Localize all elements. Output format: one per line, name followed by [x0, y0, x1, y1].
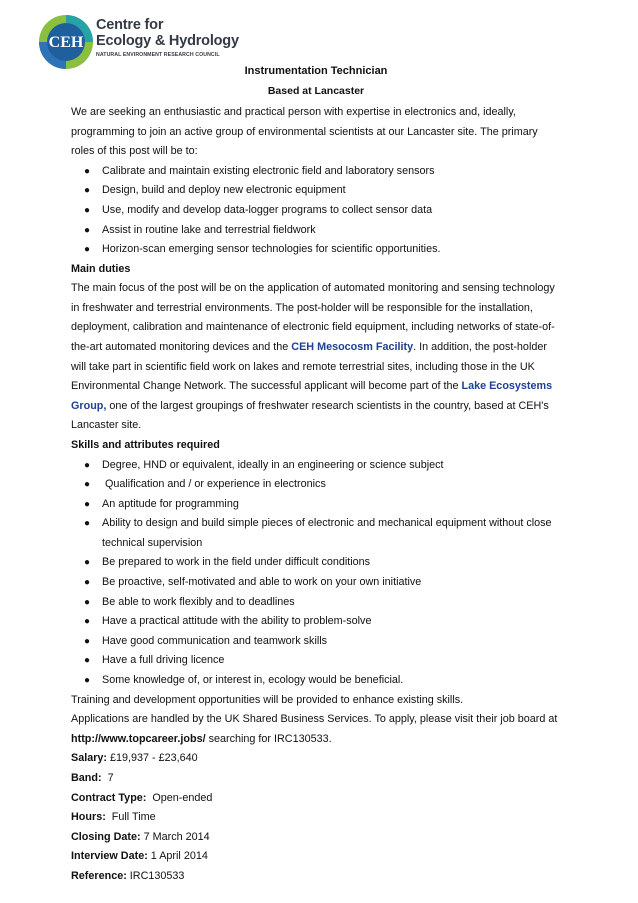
lake-ecosystems-group-link[interactable]: Lake Ecosystems Group, — [71, 380, 553, 412]
bullet-icon: ● — [84, 518, 91, 530]
topcareer-link[interactable]: http://www.topcareer.jobs/ — [71, 732, 206, 745]
logo-line-3: NATURAL ENVIRONMENT RESEARCH COUNCIL — [96, 52, 220, 58]
roles-list — [71, 162, 561, 260]
bullet-icon: ● — [84, 224, 91, 236]
logo-line-1: Centre for — [96, 17, 164, 33]
bullet-icon: ● — [84, 596, 91, 608]
list-item: ● Qualification and / or experience in electronics — [71, 475, 561, 495]
hours-field: Hours: Full Time — [71, 811, 156, 824]
list-item: ● Design, build and deploy new electronic equipment — [71, 181, 561, 201]
main-duties-heading: Main duties — [71, 262, 131, 275]
list-item: ● Ability to design and build simple pieces of electronic and mechanical equipment without close technical supervision — [71, 514, 561, 553]
main-duties-paragraph: The main focus of the post will be on the application of automated monitoring and sensing technology in freshwater and terrestrial environments. The post-holder will be responsible for the installation, deployment, calibration and maintenance of electronic field equipment, including networks of state-of-the-art automated monitoring devices and the CEH Mesocosm Facility. In addition, the post-holder will take part in scientific field work on lakes and remote terrestrial sites, including those in the UK Environmental Change Network. The successful applicant will become part of the Lake Ecosystems Group, one of the largest groupings of freshwater research scientists in the country, based at CEH's Lancaster site. — [71, 282, 555, 432]
bullet-icon: ● — [84, 165, 91, 177]
bullet-icon: ● — [84, 185, 91, 197]
logo-line-2: Ecology & Hydrology — [96, 33, 239, 49]
training-paragraph: Training and development opportunities will be provided to enhance existing skills. — [71, 693, 464, 706]
list-item: ● Degree, HND or equivalent, ideally in an engineering or science subject — [71, 456, 561, 476]
skills-heading: Skills and attributes required — [71, 439, 220, 451]
bullet-icon: ● — [84, 204, 91, 216]
reference-field: Reference: IRC130533 — [71, 869, 185, 882]
salary-field: Salary: £19,937 - £23,640 — [71, 752, 198, 765]
mesocosm-facility-link[interactable]: CEH Mesocosm Facility — [291, 341, 414, 354]
document-body — [71, 64, 561, 887]
logo-wordmark — [96, 17, 239, 58]
ceh-badge-icon — [38, 14, 94, 70]
interview-date-field: Interview Date: 1 April 2014 — [71, 850, 208, 863]
closing-date-field: Closing Date: 7 March 2014 — [71, 830, 210, 843]
list-item: ● An aptitude for programming — [71, 495, 561, 515]
list-item: ● Have good communication and teamwork skills — [71, 632, 561, 652]
bullet-icon: ● — [84, 616, 91, 628]
svg-text:CEH: CEH — [48, 34, 84, 51]
bullet-icon: ● — [84, 675, 91, 687]
list-item: ● Some knowledge of, or interest in, ecology would be beneficial. — [71, 671, 561, 691]
band-field: Band: 7 — [71, 772, 114, 784]
list-item: ● Calibrate and maintain existing electronic field and laboratory sensors — [71, 162, 561, 182]
bullet-icon: ● — [84, 498, 91, 510]
ceh-logo — [38, 14, 258, 70]
list-item: ● Use, modify and develop data-logger programs to collect sensor data — [71, 201, 561, 221]
bullet-icon: ● — [84, 655, 91, 667]
bullet-icon: ● — [84, 557, 91, 569]
intro-paragraph: We are seeking an enthusiastic and practical person with expertise in electronics and, ideally, programming to join an active group of environmental scientists at our Lancaster site. The primary roles of this post will be to: — [71, 106, 538, 158]
page-subtitle: Based at Lancaster — [267, 85, 365, 97]
apply-paragraph: Applications are handled by the UK Shared Business Services. To apply, please visit their job board at http://www.topcareer.jobs/ searching for IRC130533. — [71, 713, 558, 745]
list-item: ● Assist in routine lake and terrestrial fieldwork — [71, 221, 561, 241]
list-item: ● Be proactive, self-motivated and able to work on your own initiative — [71, 573, 561, 593]
bullet-icon: ● — [84, 479, 91, 491]
bullet-icon: ● — [84, 459, 91, 471]
list-item: ● Have a practical attitude with the ability to problem-solve — [71, 612, 561, 632]
page-title: Instrumentation Technician — [244, 65, 388, 77]
contract-type-field: Contract Type: Open-ended — [71, 791, 213, 804]
bullet-icon: ● — [84, 635, 91, 647]
list-item: ● Be prepared to work in the field under difficult conditions — [71, 553, 561, 573]
bullet-icon: ● — [84, 244, 91, 256]
list-item: ● Horizon-scan emerging sensor technologies for scientific opportunities. — [71, 240, 561, 260]
list-item: ● Have a full driving licence — [71, 651, 561, 671]
list-item: ● Be able to work flexibly and to deadlines — [71, 593, 561, 613]
skills-list — [71, 456, 561, 691]
bullet-icon: ● — [84, 577, 91, 589]
